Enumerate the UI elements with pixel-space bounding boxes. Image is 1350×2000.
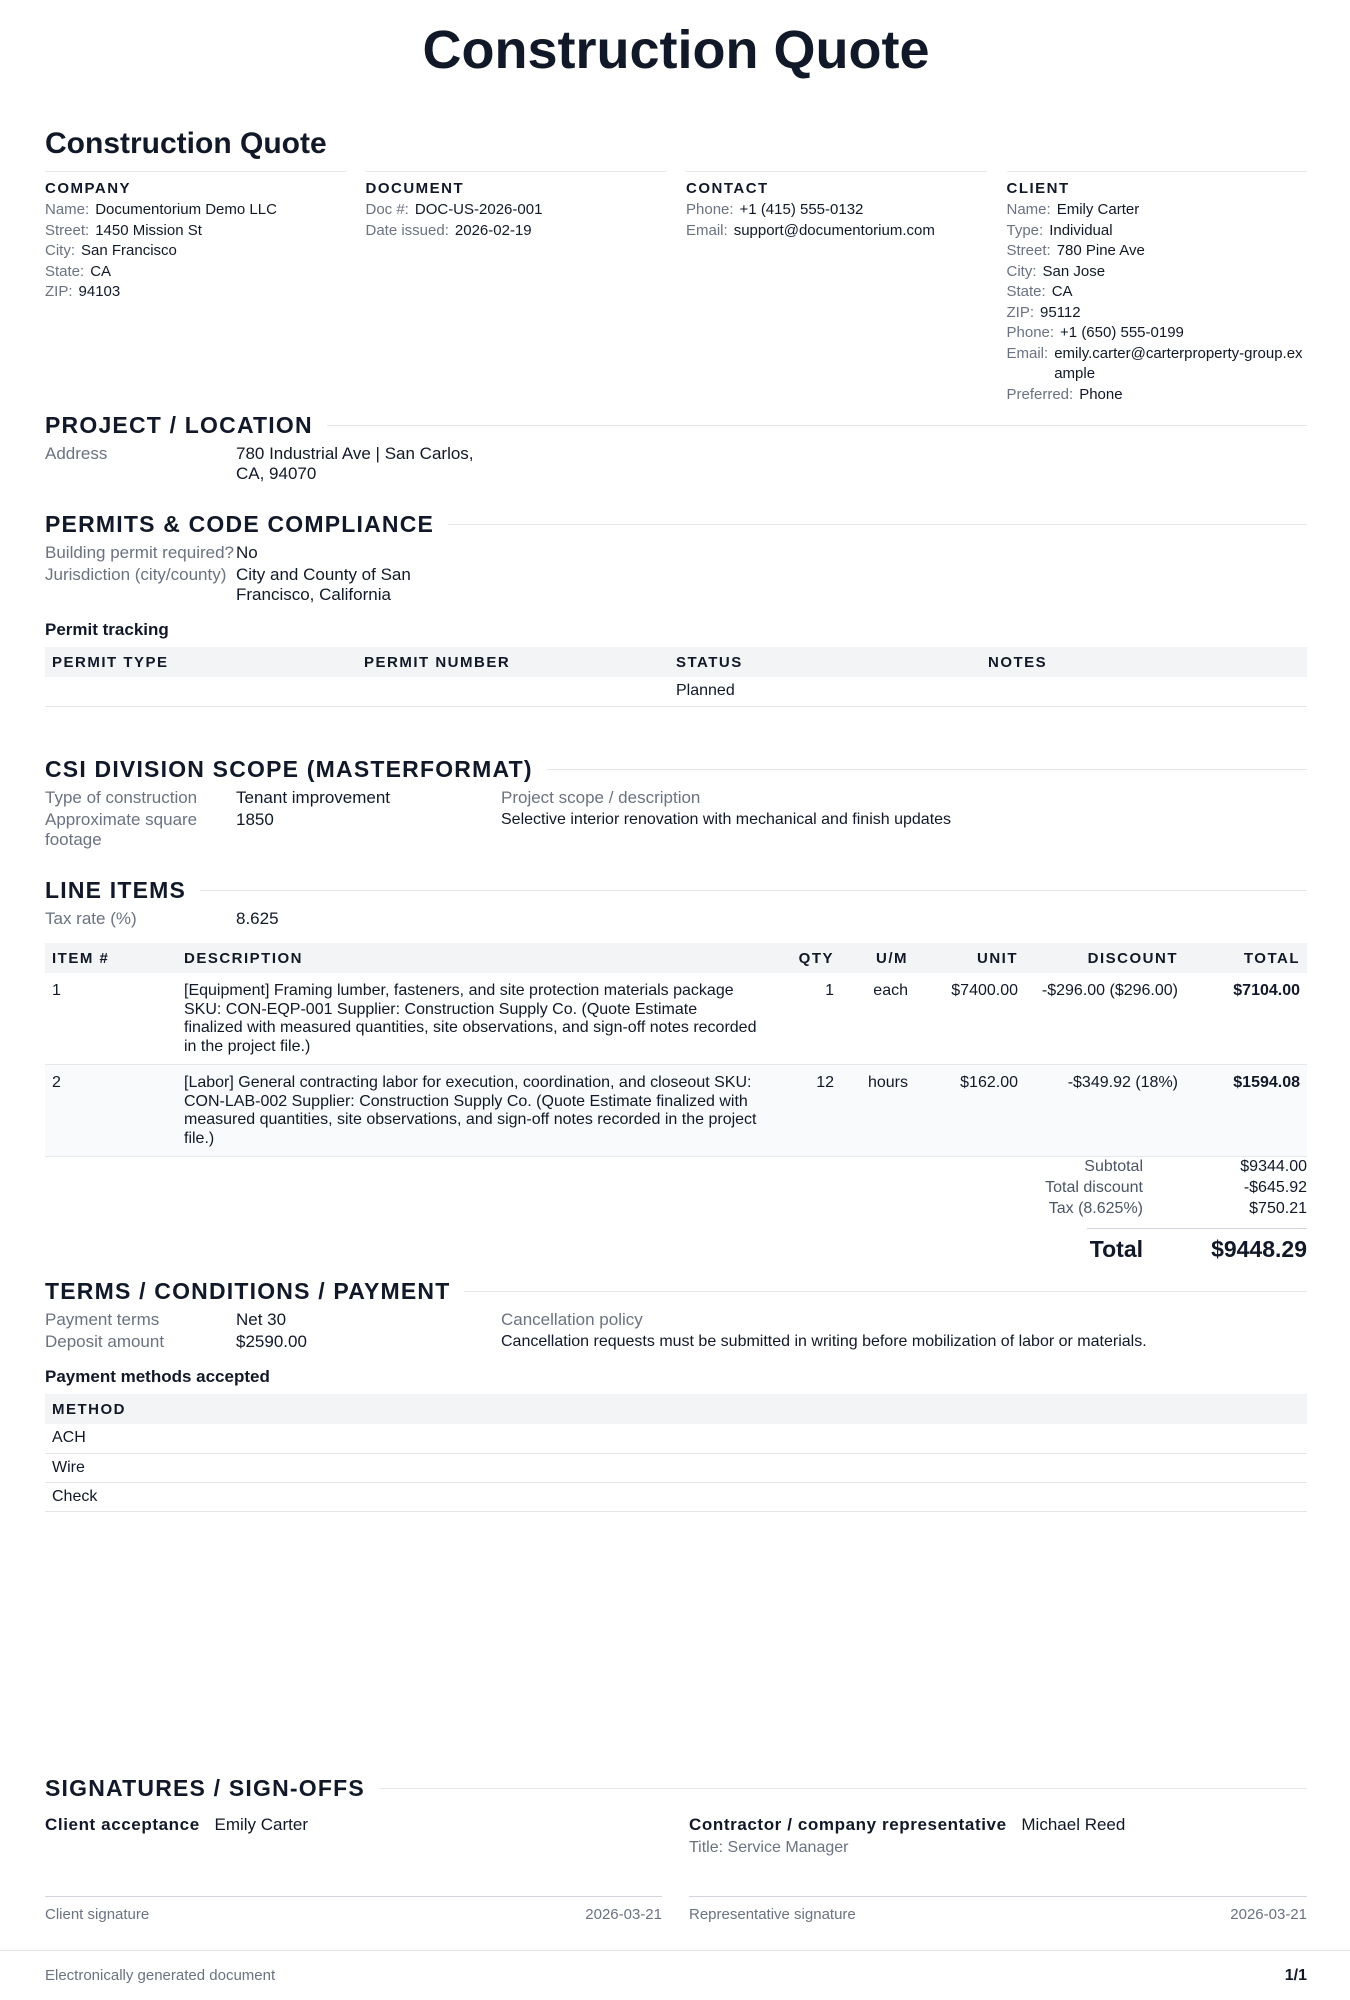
terms-section — [45, 1276, 1307, 1512]
page-title: Construction Quote — [422, 20, 930, 80]
representative-acceptance — [689, 1815, 1125, 1835]
grand-total-label: Total — [1089, 1236, 1143, 1262]
col-status: STATUS — [669, 647, 981, 677]
client-email-row — [1007, 344, 1308, 385]
company-street-label: Street: — [45, 221, 90, 239]
company-street-row — [45, 221, 346, 242]
contact-email-label: Email: — [686, 221, 728, 239]
subtotal-label: Subtotal — [1084, 1158, 1143, 1175]
page-footer — [0, 1950, 1350, 1984]
csi-scope — [501, 788, 951, 850]
col-item-number: ITEM # — [45, 943, 177, 973]
document-block — [366, 171, 667, 405]
representative-name: Michael Reed — [1021, 1815, 1126, 1834]
cancellation-label: Cancellation policy — [501, 1310, 643, 1329]
cancellation-value: Cancellation requests must be submitted in writing before mobilization of labor or materials. — [501, 1333, 1147, 1350]
csi-fields — [45, 788, 1307, 850]
client-phone-label: Phone: — [1006, 324, 1055, 341]
company-city-row — [45, 241, 346, 262]
contact-phone-label: Phone: — [686, 201, 734, 218]
document-subtitle: Construction Quote — [45, 127, 327, 160]
client-city-row — [1007, 262, 1308, 283]
contact-heading: CONTACT — [686, 180, 769, 197]
item-um-cell: hours — [841, 1065, 915, 1157]
doc-number-row — [366, 200, 667, 221]
representative-signature-line — [689, 1896, 1307, 1897]
sqft-label: Approximate square footage — [45, 810, 198, 849]
client-signature-label: Client signature — [45, 1906, 150, 1923]
cancellation-policy — [501, 1310, 1147, 1352]
client-zip-value: 95112 — [1040, 303, 1081, 321]
company-zip-row — [45, 282, 346, 303]
item-qty-cell: 1 — [779, 973, 841, 1065]
construction-type-value: Tenant improvement — [236, 788, 391, 807]
col-discount: DISCOUNT — [1025, 943, 1185, 973]
col-permit-number: PERMIT NUMBER — [357, 647, 669, 677]
client-zip-row — [1007, 303, 1308, 324]
representative-signature-date: 2026-03-21 — [1230, 1906, 1307, 1923]
jurisdiction-value: City and County of San Francisco, California — [236, 565, 411, 604]
permit-required-row — [45, 543, 1307, 563]
total-discount-label: Total discount — [1045, 1179, 1143, 1196]
date-issued-row — [366, 221, 667, 242]
table-header-row — [45, 1394, 1307, 1424]
tax-rate-value: 8.625 — [236, 909, 279, 928]
document-heading: DOCUMENT — [365, 180, 465, 197]
permits-section — [45, 509, 1307, 707]
total-discount-row — [943, 1179, 1307, 1197]
company-state-row — [45, 262, 346, 283]
representative-signature-label: Representative signature — [689, 1906, 856, 1923]
payment-method-cell: ACH — [45, 1424, 1307, 1453]
client-type-label: Type: — [1006, 221, 1044, 239]
csi-section — [45, 754, 1307, 850]
client-type-row — [1007, 221, 1308, 242]
client-state-value: CA — [1051, 283, 1073, 300]
client-type-value: Individual — [1049, 221, 1113, 239]
representative-label: Contractor / company representative — [689, 1815, 1007, 1834]
item-number-cell: 1 — [45, 973, 177, 1065]
table-row — [45, 677, 1307, 706]
payment-methods-heading: Payment methods accepted — [45, 1367, 270, 1386]
tax-row — [943, 1200, 1307, 1218]
permit-number-cell — [357, 677, 669, 706]
table-header-row — [45, 647, 1307, 677]
client-signature-line — [45, 1896, 662, 1897]
client-preferred-value: Phone — [1079, 385, 1123, 403]
total-discount-value: -$645.92 — [1243, 1179, 1307, 1196]
client-acceptance-label: Client acceptance — [45, 1815, 200, 1834]
signatures-heading-text: SIGNATURES / SIGN-OFFS — [45, 1774, 365, 1801]
totals-block — [45, 1158, 1307, 1268]
csi-left-fields — [45, 788, 501, 850]
payment-methods-table — [45, 1394, 1307, 1512]
client-phone-row — [1007, 323, 1308, 344]
terms-heading-text: TERMS / CONDITIONS / PAYMENT — [45, 1277, 451, 1304]
client-acceptance-name: Emily Carter — [214, 1815, 309, 1834]
doc-number-label: Doc #: — [365, 201, 409, 218]
permit-type-cell — [45, 677, 357, 706]
table-row — [45, 973, 1307, 1065]
table-row — [45, 1065, 1307, 1157]
company-state-label: State: — [45, 262, 85, 280]
company-block — [45, 171, 346, 405]
tax-label: Tax (8.625%) — [1048, 1200, 1143, 1217]
project-address-value: 780 Industrial Ave | San Carlos, CA, 94070 — [236, 444, 474, 483]
client-name-label: Name: — [1006, 201, 1051, 218]
payment-method-cell: Wire — [45, 1453, 1307, 1482]
csi-heading-text: CSI DIVISION SCOPE (MASTERFORMAT) — [45, 755, 533, 782]
section-divider — [200, 890, 1307, 891]
jurisdiction-row — [45, 565, 1307, 605]
table-row — [45, 1482, 1307, 1511]
col-method: METHOD — [45, 1394, 1307, 1424]
company-name-value: Documentorium Demo LLC — [95, 201, 277, 218]
terms-left-fields — [45, 1310, 501, 1352]
grand-total-value: $9448.29 — [1211, 1236, 1307, 1262]
info-grid — [45, 171, 1307, 405]
client-block — [1007, 171, 1308, 405]
table-row — [45, 1424, 1307, 1453]
terms-fields — [45, 1310, 1307, 1352]
contact-phone-value: +1 (415) 555-0132 — [739, 201, 864, 218]
item-description-cell: [Equipment] Framing lumber, fasteners, and site protection materials package SKU: CON-EQP-001 Supplier: Construction Supply Co. (Quote Estimate finalized with measured quantities, site observations, and sign-off notes recorded in the project file.) — [177, 973, 779, 1065]
client-street-label: Street: — [1006, 242, 1051, 259]
date-issued-label: Date issued: — [365, 221, 449, 239]
project-section — [45, 410, 1307, 484]
company-street-value: 1450 Mission St — [95, 221, 202, 239]
client-signature-date: 2026-03-21 — [585, 1906, 662, 1923]
client-zip-label: ZIP: — [1006, 303, 1035, 321]
contact-email-row — [686, 221, 987, 242]
client-email-label: Email: — [1006, 344, 1049, 362]
grand-total-row — [943, 1236, 1307, 1263]
col-um: U/M — [841, 943, 915, 973]
client-city-value: San Jose — [1042, 262, 1106, 280]
permits-heading — [45, 509, 1307, 539]
permit-required-value: No — [236, 543, 258, 562]
deposit-row — [45, 1332, 501, 1352]
client-city-label: City: — [1006, 262, 1037, 280]
client-state-row — [1007, 282, 1308, 303]
col-total: TOTAL — [1185, 943, 1307, 973]
deposit-value: $2590.00 — [236, 1332, 307, 1351]
company-zip-label: ZIP: — [45, 283, 73, 300]
subtotal-value: $9344.00 — [1240, 1158, 1307, 1175]
item-discount-cell: -$349.92 (18%) — [1025, 1065, 1185, 1157]
client-street-row — [1007, 241, 1308, 262]
section-divider — [379, 1788, 1307, 1789]
line-items-table — [45, 943, 1307, 1157]
section-divider — [464, 1291, 1307, 1292]
project-heading — [45, 410, 1307, 440]
terms-heading — [45, 1276, 1307, 1306]
payment-terms-row — [45, 1310, 501, 1330]
construction-type-row — [45, 788, 501, 808]
permits-heading-text: PERMITS & CODE COMPLIANCE — [45, 510, 435, 537]
item-total-cell: $1594.08 — [1185, 1065, 1307, 1157]
col-permit-type: PERMIT TYPE — [45, 647, 357, 677]
client-phone-value: +1 (650) 555-0199 — [1060, 324, 1184, 341]
item-um-cell: each — [841, 973, 915, 1065]
signatures-heading — [45, 1773, 1307, 1803]
item-unit-cell: $7400.00 — [915, 973, 1025, 1065]
item-qty-cell: 12 — [779, 1065, 841, 1157]
permit-tracking-table — [45, 647, 1307, 707]
company-city-label: City: — [45, 242, 75, 259]
client-name-value: Emily Carter — [1056, 201, 1140, 218]
project-heading-text: PROJECT / LOCATION — [45, 411, 313, 438]
section-divider — [547, 769, 1307, 770]
company-name-row — [45, 200, 346, 221]
permit-notes-cell — [981, 677, 1307, 706]
company-name-label: Name: — [45, 201, 90, 218]
company-zip-value: 94103 — [78, 283, 121, 300]
payment-method-cell: Check — [45, 1482, 1307, 1511]
item-unit-cell: $162.00 — [915, 1065, 1025, 1157]
permit-tracking-heading: Permit tracking — [45, 620, 169, 639]
document-page — [45, 0, 1307, 1923]
jurisdiction-label: Jurisdiction (city/county) — [45, 565, 227, 584]
item-description-cell: [Labor] General contracting labor for execution, coordination, and closeout SKU: CON-LAB-002 Supplier: Construction Supply Co. (Quote Estimate finalized with measured quantities, site observations, and sign-off notes recorded in the project file.) — [177, 1065, 779, 1157]
payment-terms-label: Payment terms — [45, 1310, 160, 1329]
sqft-row — [45, 810, 501, 850]
project-address-label: Address — [45, 444, 108, 463]
scope-value: Selective interior renovation with mechanical and finish updates — [501, 811, 952, 828]
line-items-heading-text: LINE ITEMS — [45, 876, 187, 903]
footer-note: Electronically generated document — [45, 1967, 276, 1984]
contact-email-value: support@documentorium.com — [733, 221, 935, 239]
csi-heading — [45, 754, 1307, 784]
total-divider — [1087, 1228, 1307, 1229]
client-email-value: emily.carter@carterproperty-group.example — [1054, 344, 1303, 382]
representative-title: Title: Service Manager — [689, 1839, 849, 1856]
item-discount-cell: -$296.00 ($296.00) — [1025, 973, 1185, 1065]
contact-block — [686, 171, 987, 405]
tax-value: $750.21 — [1249, 1200, 1307, 1217]
table-header-row — [45, 943, 1307, 973]
sqft-value: 1850 — [236, 810, 274, 829]
project-address-row — [45, 444, 1307, 484]
col-description: DESCRIPTION — [177, 943, 779, 973]
signatures-section — [45, 1773, 1307, 1943]
client-street-value: 780 Pine Ave — [1056, 242, 1145, 259]
client-acceptance — [45, 1815, 308, 1835]
company-state-value: CA — [90, 262, 112, 280]
construction-type-label: Type of construction — [45, 788, 198, 807]
table-row — [45, 1453, 1307, 1482]
subtotal-row — [943, 1158, 1307, 1176]
company-city-value: San Francisco — [81, 242, 177, 259]
client-name-row — [1007, 200, 1308, 221]
client-preferred-label: Preferred: — [1006, 385, 1074, 403]
client-state-label: State: — [1006, 283, 1046, 300]
col-qty: QTY — [779, 943, 841, 973]
deposit-label: Deposit amount — [45, 1332, 165, 1351]
line-items-heading — [45, 875, 1307, 905]
col-unit: UNIT — [915, 943, 1025, 973]
section-divider — [327, 425, 1307, 426]
section-divider — [448, 524, 1307, 525]
permit-status-cell: Planned — [669, 677, 981, 706]
tax-rate-label: Tax rate (%) — [45, 909, 137, 928]
scope-label: Project scope / description — [501, 788, 701, 807]
payment-terms-value: Net 30 — [236, 1310, 287, 1329]
page-number: 1/1 — [1284, 1967, 1307, 1984]
item-number-cell: 2 — [45, 1065, 177, 1157]
contact-phone-row — [686, 200, 987, 221]
line-items-section — [45, 875, 1307, 1157]
doc-number-value: DOC-US-2026-001 — [414, 201, 543, 218]
tax-rate-row — [45, 909, 1307, 929]
item-total-cell: $7104.00 — [1185, 973, 1307, 1065]
col-notes: NOTES — [981, 647, 1307, 677]
permit-required-label: Building permit required? — [45, 543, 234, 562]
date-issued-value: 2026-02-19 — [454, 221, 532, 239]
client-heading: CLIENT — [1006, 180, 1070, 197]
client-preferred-row — [1007, 385, 1308, 406]
company-heading: COMPANY — [45, 180, 132, 197]
